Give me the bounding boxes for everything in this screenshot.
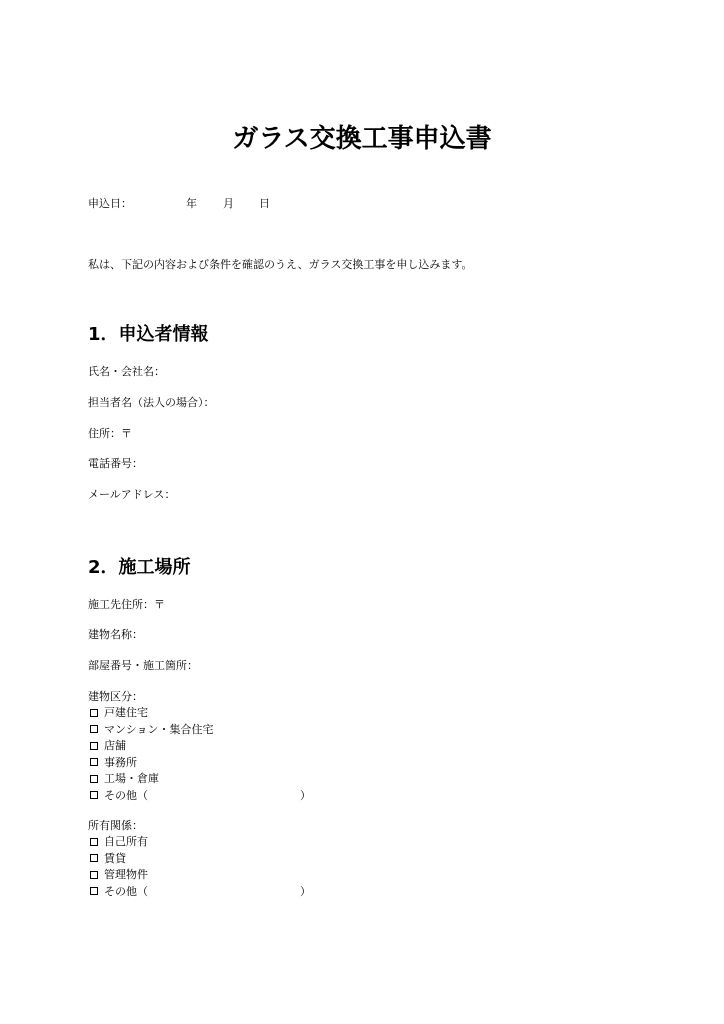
field-email: メールアドレス：: [88, 488, 176, 501]
checkbox[interactable]: [90, 709, 98, 717]
field-name-company: 氏名・会社名：: [88, 365, 165, 378]
field-address: 住所：〒: [88, 427, 132, 440]
building-type-options: [88, 705, 311, 804]
option-office: 事務所: [88, 755, 214, 772]
field-room-location: 部屋番号・施工箇所：: [88, 659, 198, 672]
ownership-options: [88, 834, 311, 900]
section2-heading: 2．施工場所: [88, 557, 191, 578]
field-site-address: 施工先住所：〒: [88, 598, 165, 611]
application-date-label: 申込日：: [88, 197, 132, 210]
date-month-label: 月: [223, 197, 234, 210]
checkbox[interactable]: [90, 838, 98, 846]
option-other: その他（ ）: [88, 884, 148, 901]
other-close-paren: ）: [300, 788, 311, 802]
field-contact-person: 担当者名（法人の場合）：: [88, 396, 215, 409]
checkbox[interactable]: [90, 871, 98, 879]
field-phone: 電話番号：: [88, 457, 143, 470]
section1-heading: 1．申込者情報: [88, 324, 209, 345]
checkbox[interactable]: [90, 775, 98, 783]
date-day-label: 日: [259, 197, 270, 210]
checkbox[interactable]: [90, 742, 98, 750]
option-self-owned: 自己所有: [88, 834, 148, 851]
option-apartment: マンション・集合住宅: [88, 722, 214, 739]
application-date-row: [88, 196, 388, 212]
option-managed-property: 管理物件: [88, 867, 148, 884]
checkbox[interactable]: [90, 887, 98, 895]
building-type-label: 建物区分：: [88, 690, 143, 703]
option-store: 店舗: [88, 738, 214, 755]
date-year-label: 年: [186, 197, 197, 210]
checkbox[interactable]: [90, 791, 98, 799]
checkbox[interactable]: [90, 854, 98, 862]
checkbox[interactable]: [90, 758, 98, 766]
field-building-name: 建物名称：: [88, 628, 143, 641]
document-title: ガラス交換工事申込書: [232, 124, 492, 154]
option-detached-house: 戸建住宅: [88, 705, 214, 722]
option-rental: 賃貸: [88, 851, 148, 868]
option-factory-warehouse: 工場・倉庫: [88, 771, 214, 788]
checkbox[interactable]: [90, 725, 98, 733]
intro-statement: 私は、下記の内容および条件を確認のうえ、ガラス交換工事を申し込みます。: [88, 258, 473, 271]
other-close-paren: ）: [300, 884, 311, 898]
option-other: その他（ ）: [88, 788, 214, 805]
ownership-label: 所有関係：: [88, 819, 143, 832]
